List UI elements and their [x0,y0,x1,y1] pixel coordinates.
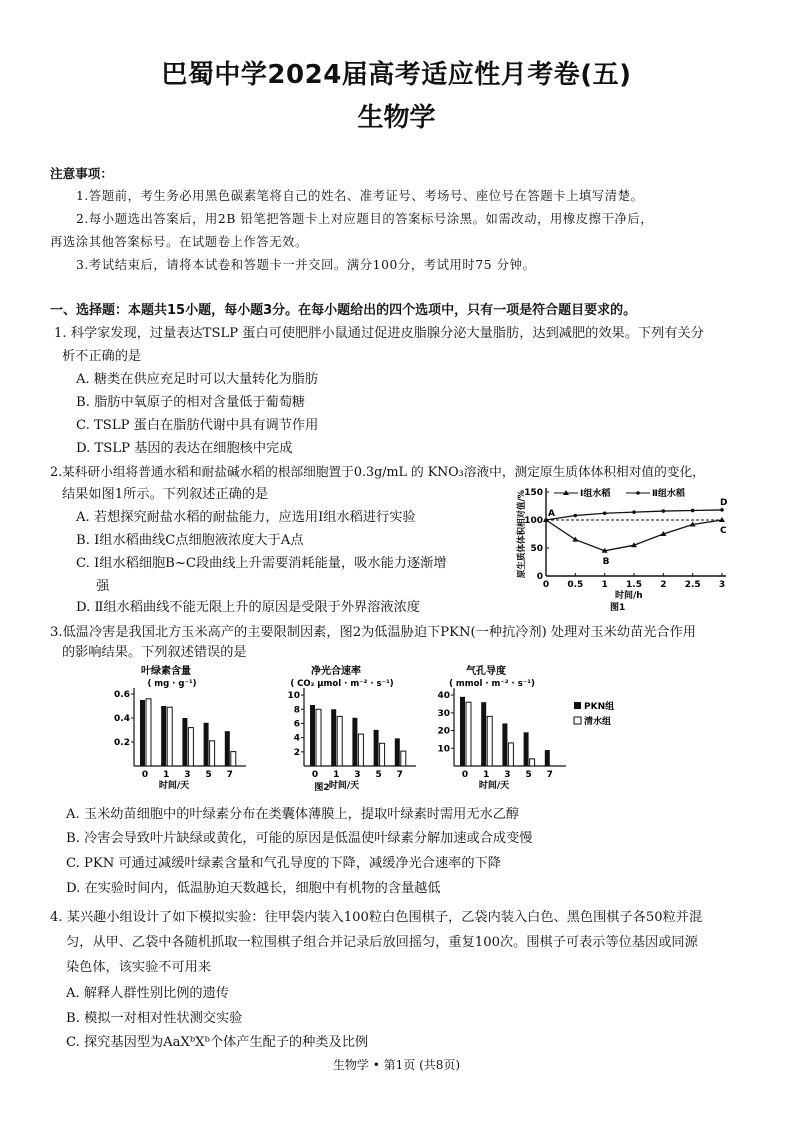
panel-unit: ( mmol · m⁻² · s⁻¹) [449,679,535,689]
legend-marker [636,491,640,495]
bar-water [508,743,513,766]
subject-title: 生物学 [357,103,436,133]
bar-water [316,709,321,766]
legend-label: 清水组 [584,717,612,727]
note-item: 2.每小题选出答案后，用2B 铅笔把答题卡上对应题目的答案标号涂黑。如需改动，用橡皮擦干净后， [76,212,654,226]
x-tick-label: 2.5 [684,580,701,590]
y-tick-label: 6 [293,719,300,730]
bar-pkn [310,705,315,766]
exam-title: 巴蜀中学2024届高考适应性月考卷(五) [161,60,632,90]
x-tick-label: 1 [333,770,340,780]
y-tick-label: 10 [437,744,450,755]
bar-pkn [502,723,507,766]
data-point [632,510,636,514]
bar-water [167,707,172,766]
x-tick-label: 0.5 [567,580,584,590]
y-tick-label: 2 [293,747,300,758]
q3-option-a: A. 玉米幼苗细胞中的叶绿素分布在类囊体薄膜上，提取叶绿素时需用无水乙醇 [66,807,520,822]
y-tick-label: 0 [536,572,543,582]
point-label: B [602,556,610,567]
legend-swatch-pkn [574,702,581,709]
page-footer: 生物学 • 第1页 (共8页) [332,1058,461,1072]
y-tick-label: 50 [530,544,543,554]
bar-water [401,751,406,766]
x-tick-label: 1 [601,580,608,590]
legend-label: Ⅱ组水稻 [652,489,685,499]
q2-option-c: C. Ⅰ组水稻细胞B~C段曲线上升需要消耗能量，吸水能力逐渐增 [76,556,447,571]
q3-option-d: D. 在实验时间内，低温胁迫天数越长，细胞中有机物的含量越低 [66,881,441,896]
y-tick-label: 100 [524,516,543,526]
x-tick-label: 1 [483,770,490,780]
bar-pkn [545,750,550,766]
q1-option-d: D. TSLP 基因的表达在细胞核中完成 [76,441,293,456]
q4-stem: 染色体，该实验不可用来 [66,960,212,975]
q3-option-c: C. PKN 可通过减缓叶绿素含量和气孔导度的下降，减缓净光合速率的下降 [66,856,501,871]
q4-stem: 匀，从甲、乙袋中各随机抓取一粒围棋子组合并记录后放回摇匀，重复100次。围棋子可表示等位基因或同源 [66,935,698,950]
y-axis-label: 原生质体体积相对值/% [517,489,527,579]
x-tick-label: 2 [660,580,667,590]
legend-label: PKN组 [584,702,615,712]
x-axis-label: 时间/天 [328,781,360,791]
data-point [691,509,695,513]
q1-stem: 1. 科学家发现，过量表达TSLP 蛋白可使肥胖小鼠通过促进皮脂腺分泌大量脂肪，达到减肥的效果。下列有关分 [54,326,704,341]
panel-unit: ( CO₂ μmol · m⁻² · s⁻¹) [290,679,394,689]
x-tick-label: 7 [546,770,553,780]
x-tick-label: 7 [226,770,233,780]
q1-option-a: A. 糖类在供应充足时可以大量转化为脂肪 [76,372,319,387]
q4-option-b: B. 模拟一对相对性状测交实验 [66,1011,243,1026]
point-label: D [720,497,728,508]
bar-pkn [395,738,400,766]
y-tick-label: 20 [437,726,450,737]
q2-stem: 2.某科研小组将普通水稻和耐盐碱水稻的根部细胞置于0.3g/mL 的 KNO₃溶液中，测定原生质体体积相对值的变化， [50,464,705,479]
data-point [662,509,666,513]
q4-option-c: C. 探究基因型为AaXᵇXᵇ个体产生配子的种类及比例 [66,1035,369,1050]
y-tick-label: 150 [524,488,543,498]
bar-water [380,743,385,766]
bar-pkn [460,697,465,766]
q2-option-a: A. 若想探究耐盐水稻的耐盐能力，应选用Ⅰ组水稻进行实验 [76,510,416,525]
figure-caption: 图2 [314,783,330,793]
panel-unit: ( mg · g⁻¹) [147,679,197,689]
x-tick-label: 5 [205,770,212,780]
note-item: 再选涂其他答案标号。在试题卷上作答无效。 [50,235,308,249]
panel-title: 净光合速率 [311,666,361,677]
notes-heading: 注意事项： [50,166,113,181]
y-tick-label: 4 [293,733,300,744]
bar-water [487,716,492,766]
x-axis-label: 时间/h [615,591,643,601]
q2-option-c-cont: 强 [96,579,110,594]
q4-option-a: A. 解释人群性别比例的遗传 [66,986,229,1001]
q3-stem: 的影响结果。下列叙述错误的是 [62,645,247,660]
figure-1 [510,484,750,614]
x-axis-label: 时间/天 [478,781,510,791]
legend-swatch-water [574,717,581,724]
y-tick-label: 0.6 [114,690,130,700]
q4-stem: 4. 某兴趣小组设计了如下模拟实验：往甲袋内装入100粒白色围棋子，乙袋内装入白色、黑色围棋子各50粒并混 [50,910,703,925]
point-label: C [720,526,727,536]
bar-pkn [140,700,145,766]
bar-water [146,699,151,766]
data-point [574,514,578,518]
q1-option-b: B. 脂肪中氧原子的相对含量低于葡萄糖 [76,395,306,410]
bar-water [210,741,215,766]
x-tick-label: 0 [141,770,149,780]
x-tick-label: 3 [504,770,511,780]
section-heading: 一、选择题：本题共15小题，每小题3分。在每小题给出的四个选项中，只有一项是符合题目要求的。 [50,303,637,318]
q2-option-d: D. Ⅱ组水稻曲线不能无限上升的原因是受限于外界溶液浓度 [76,600,420,615]
point-label: A [548,509,555,519]
q3-option-b: B. 冷害会导致叶片缺绿或黄化，可能的原因是低温使叶绿素分解加速或合成变慢 [66,831,533,846]
bar-water [188,728,193,766]
bar-pkn [225,731,230,766]
bar-pkn [204,723,209,766]
legend-label: Ⅰ组水稻 [580,489,611,499]
q1-option-c: C. TSLP 蛋白在脂肪代谢中具有调节作用 [76,418,319,433]
q1-stem: 析不正确的是 [62,349,142,364]
bar-pkn [481,702,486,766]
bar-water [337,716,342,766]
figure-caption: 图1 [610,603,626,613]
panel-title: 气孔导度 [466,666,506,677]
bar-water [530,759,535,766]
data-point [603,511,607,515]
note-item: 3.考试结束后，请将本试卷和答题卡一并交回。满分100分，考试用时75 分钟。 [76,258,536,272]
data-point [720,508,724,512]
data-point [572,537,578,542]
bar-pkn [161,706,166,766]
q3-stem: 3.低温冷害是我国北方玉米高产的主要限制因素，图2为低温胁迫下PKN(一种抗冷剂) 处理对玉米幼苗光合作用 [50,625,696,640]
bar-pkn [374,730,379,766]
y-tick-label: 40 [437,691,450,702]
x-tick-label: 3 [354,770,361,780]
y-tick-label: 8 [293,705,300,716]
x-tick-label: 5 [375,770,382,780]
bar-water [466,702,471,766]
x-tick-label: 1 [163,770,170,780]
x-tick-label: 3 [718,580,726,590]
y-tick-label: 30 [437,708,450,719]
q2-option-b: B. Ⅰ组水稻曲线C点细胞液浓度大于A点 [76,533,304,548]
note-item: 1.答题前，考生务必用黑色碳素笔将自己的姓名、准考证号、考场号、座位号在答题卡上填写清楚。 [76,189,644,203]
panel-title: 叶绿素含量 [141,666,191,677]
q2-stem: 结果如图1所示。下列叙述正确的是 [62,487,269,502]
x-tick-label: 7 [396,770,403,780]
x-axis-label: 时间/天 [158,781,190,791]
bar-pkn [352,718,357,766]
x-tick-label: 1.5 [626,580,642,590]
bar-water [231,752,236,766]
bar-pkn [524,732,529,766]
x-tick-label: 0 [542,580,550,590]
x-tick-label: 0 [461,770,469,780]
x-tick-label: 0 [311,770,319,780]
bar-water [358,734,363,766]
x-tick-label: 5 [525,770,532,780]
figure-2 [100,664,620,794]
y-tick-label: 0.2 [114,738,130,748]
x-tick-label: 3 [184,770,191,780]
data-point [719,517,725,522]
y-tick-label: 0.4 [114,714,130,724]
y-tick-label: 10 [287,691,300,702]
bar-pkn [182,718,187,766]
bar-pkn [331,709,336,766]
